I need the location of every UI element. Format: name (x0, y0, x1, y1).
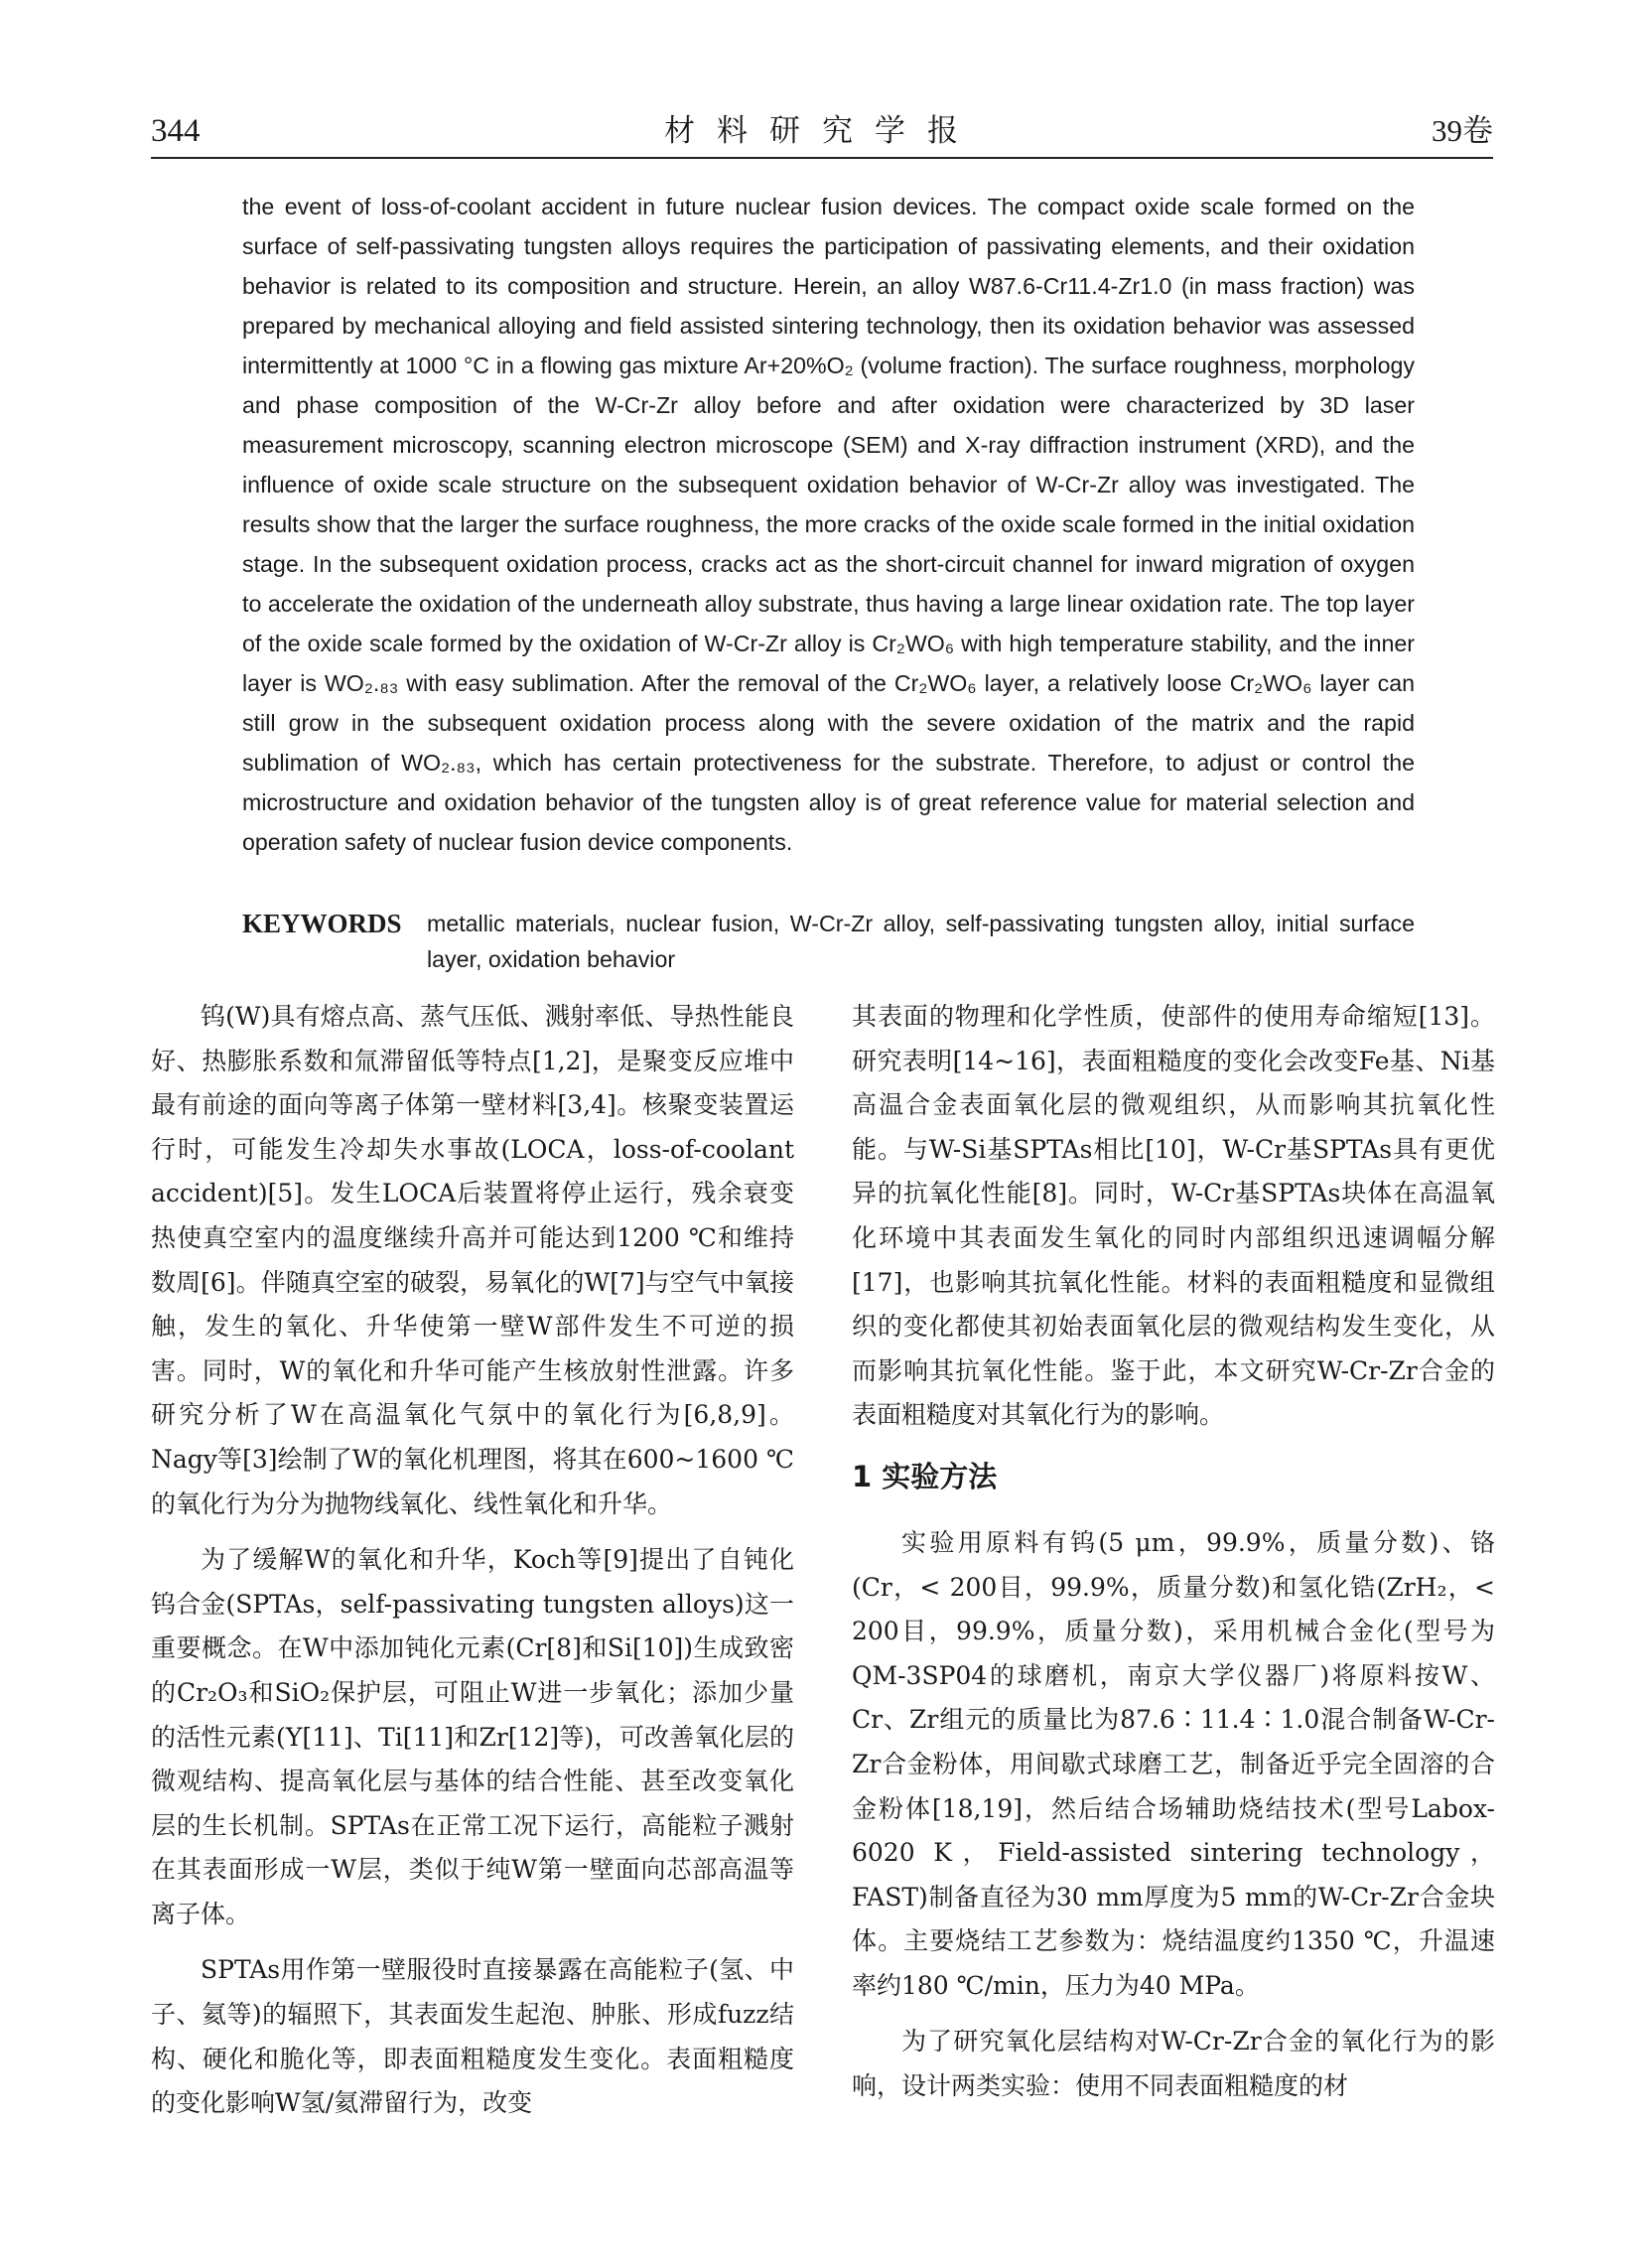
body-paragraph: 钨(W)具有熔点高、蒸气压低、溅射率低、导热性能良好、热膨胀系数和氚滞留低等特点[1,2]，是聚变反应堆中最有前途的面向等离子体第一壁材料[3,4]。核聚变装置运行时，可能发生冷却失水事故(LOCA，loss-of-coolant accident)[5]。发生LOCA后装置将停止运行，残余衰变热使真空室内的温度继续升高并可能达到1200 ℃和维持数周[6]。伴随真空室的破裂，易氧化的W[7]与空气中氧接触，发生的氧化、升华使第一壁W部件发生不可逆的损害。同时，W的氧化和升华可能产生核放射性泄露。许多研究分析了W在高温氧化气氛中的氧化行为[6,8,9]。Nagy等[3]绘制了W的氧化机理图，将其在600~1600 ℃的氧化行为分为抛物线氧化、线性氧化和升华。 (151, 1002, 794, 1518)
keywords-label: KEYWORDS (242, 909, 402, 938)
header-divider (151, 157, 1493, 159)
body-paragraph-continued: 其表面的物理和化学性质，使部件的使用寿命缩短[13]。研究表明[14~16]，表面粗糙度的变化会改变Fe基、Ni基高温合金表面氧化层的微观组织，从而影响其抗氧化性能。与W-Si基SPTAs相比[10]，W-Cr基SPTAs具有更优异的抗氧化性能[8]。同时，W-Cr基SPTAs块体在高温氧化环境中其表面发生氧化的同时内部组织迅速调幅分解[17]，也影响其抗氧化性能。材料的表面粗糙度和显微组织的变化都使其初始表面氧化层的微观结构发生变化，从而影响其抗氧化性能。鉴于此，本文研究W-Cr-Zr合金的表面粗糙度对其氧化行为的影响。 (852, 1002, 1495, 1430)
volume-label: 39卷 (1432, 113, 1493, 148)
page-number: 344 (151, 113, 201, 149)
body-paragraph: 为了研究氧化层结构对W-Cr-Zr合金的氧化行为的影响，设计两类实验：使用不同表面粗糙度的材 (852, 2027, 1495, 2101)
right-column (852, 995, 1495, 2121)
journal-title: 材料研究学报 (664, 113, 980, 149)
keywords-text: metallic materials, nuclear fusion, W-Cr-Zr alloy, self-passivating tungsten alloy, initial surface layer, oxidation behavior (427, 911, 1415, 972)
left-column (151, 995, 794, 2138)
english-abstract: the event of loss-of-coolant accident in future nuclear fusion devices. The compact oxide scale formed on the surface of self-passivating tungsten alloys requires the participation of passivating elements, and their oxidation behavior is related to its composition and structure. Herein, an alloy W87.6-Cr11.4-Zr1.0 (in mass fraction) was prepared by mechanical alloying and field assisted sintering technology, then its oxidation behavior was assessed intermittently at 1000 °C in a flowing gas mixture Ar+20%O₂ (volume fraction). The surface roughness, morphology and phase composition of the W-Cr-Zr alloy before and after oxidation were characterized by 3D laser measurement microscopy, scanning electron microscope (SEM) and X-ray diffraction instrument (XRD), and the influence of oxide scale structure on the subsequent oxidation behavior of W-Cr-Zr alloy was investigated. The results show that the larger the surface roughness, the more cracks of the oxide scale formed in the initial oxidation stage. In the subsequent oxidation process, cracks act as the short-circuit channel for inward migration of oxygen to accelerate the oxidation of the underneath alloy substrate, thus having a large linear oxidation rate. The top layer of the oxide scale formed by the oxidation of W-Cr-Zr alloy is Cr₂WO₆ with high temperature stability, and the inner layer is WO₂.₈₃ with easy sublimation. After the removal of the Cr₂WO₆ layer, a relatively loose Cr₂WO₆ layer can still grow in the subsequent oxidation process along with the severe oxidation of the matrix and the rapid sublimation of WO₂.₈₃, which has certain protectiveness for the substrate. Therefore, to adjust or control the microstructure and oxidation behavior of the tungsten alloy is of great reference value for material selection and operation safety of nuclear fusion device components. (242, 194, 1415, 855)
keywords-block (242, 906, 1415, 977)
body-paragraph: 实验用原料有钨(5 μm，99.9%，质量分数)、铬(Cr，< 200目，99.9%，质量分数)和氢化锆(ZrH₂，< 200目，99.9%，质量分数)，采用机械合金化(型号为QM-3SP04的球磨机，南京大学仪器厂)将原料按W、Cr、Zr组元的质量比为87.6∶11.4∶1.0混合制备W-Cr-Zr合金粉体，用间歇式球磨工艺，制备近乎完全固溶的合金粉体[18,19]，然后结合场辅助烧结技术(型号Labox-6020 K，Field-assisted sintering technology，FAST)制备直径为30 mm厚度为5 mm的W-Cr-Zr合金块体。主要烧结工艺参数为：烧结温度约1350 ℃，升温速率约180 ℃/min，压力为40 MPa。 (852, 1527, 1495, 2000)
body-paragraph: 为了缓解W的氧化和升华，Koch等[9]提出了自钝化钨合金(SPTAs，self-passivating tungsten alloys)这一重要概念。在W中添加钝化元素(Cr[8]和Si[10])生成致密的Cr₂O₃和SiO₂保护层，可阻止W进一步氧化；添加少量的活性元素(Y[11]、Ti[11]和Zr[12]等)，可改善氧化层的微观结构、提高氧化层与基体的结合性能、甚至改变氧化层的生长机制。SPTAs在正常工况下运行，高能粒子溅射在其表面形成一W层，类似于纯W第一壁面向芯部高温等离子体。 (151, 1545, 794, 1928)
section-heading: 1 实验方法 (852, 1459, 998, 1493)
running-header (151, 107, 1493, 157)
body-paragraph: SPTAs用作第一壁服役时直接暴露在高能粒子(氢、中子、氦等)的辐照下，其表面发生起泡、肿胀、形成fuzz结构、硬化和脆化等，即表面粗糙度发生变化。表面粗糙度的变化影响W氢/氦滞留行为，改变 (151, 1955, 794, 2118)
